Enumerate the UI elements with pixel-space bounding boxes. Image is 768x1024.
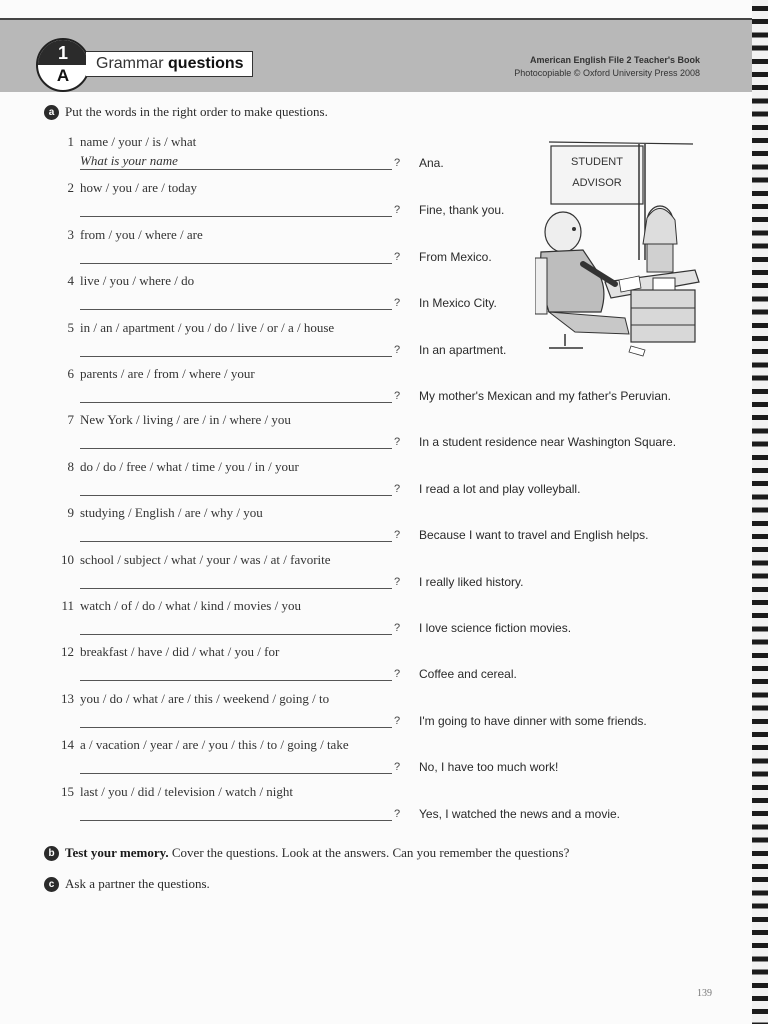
question-number: 10 xyxy=(61,552,74,567)
question-mark: ? xyxy=(394,204,401,216)
answer-line[interactable] xyxy=(80,216,392,217)
question-number: 7 xyxy=(67,412,74,427)
title-light: Grammar xyxy=(96,55,164,72)
page-title xyxy=(86,51,253,77)
question-mark: ? xyxy=(394,483,401,495)
answer-line[interactable] xyxy=(80,773,392,774)
question-mark: ? xyxy=(394,576,401,588)
title-bold: questions xyxy=(168,55,244,72)
unit-number: 1 xyxy=(38,40,88,65)
answer-text: I really liked history. xyxy=(419,575,524,589)
answer-line[interactable] xyxy=(80,680,392,681)
question-number: 8 xyxy=(67,459,74,474)
question-number: 9 xyxy=(67,505,74,520)
exercise-c-text: Ask a partner the questions. xyxy=(65,876,210,891)
word-prompt: you / do / what / are / this / weekend / going / to xyxy=(80,691,330,706)
answer-line[interactable] xyxy=(80,820,392,821)
answer-text: I read a lot and play volleyball. xyxy=(419,482,581,496)
copyright-notice: Photocopiable © Oxford University Press 2008 xyxy=(514,68,700,78)
question-mark: ? xyxy=(394,436,401,448)
answer-text: No, I have too much work! xyxy=(419,760,559,774)
question-mark: ? xyxy=(394,761,401,773)
answer-line[interactable] xyxy=(80,727,392,728)
question-item xyxy=(0,691,752,737)
question-number: 1 xyxy=(67,134,74,149)
answer-text: Yes, I watched the news and a movie. xyxy=(419,807,621,821)
answer-line[interactable] xyxy=(80,495,392,496)
word-prompt: school / subject / what / your / was / at / favorite xyxy=(80,552,331,567)
answer-line[interactable] xyxy=(80,356,392,357)
answer-text: Fine, thank you. xyxy=(419,203,505,217)
unit-letter: A xyxy=(56,66,70,85)
word-prompt: how / you / are / today xyxy=(80,180,197,195)
word-prompt: parents / are / from / where / your xyxy=(80,366,255,381)
exercise-a-marker: a xyxy=(44,105,59,120)
question-item xyxy=(0,598,752,644)
word-prompt: studying / English / are / why / you xyxy=(80,505,263,520)
word-prompt: last / you / did / television / watch / night xyxy=(80,784,294,799)
question-number: 6 xyxy=(67,366,74,381)
page-number: 139 xyxy=(697,988,712,999)
exercise-b-bold: Test your memory. xyxy=(65,845,169,860)
question-item xyxy=(0,552,752,598)
question-mark: ? xyxy=(394,344,401,356)
word-prompt: do / do / free / what / time / you / in / your xyxy=(80,459,299,474)
answer-text: Coffee and cereal. xyxy=(419,667,517,681)
word-prompt: New York / living / are / in / where / you xyxy=(80,412,291,427)
answer-line[interactable] xyxy=(80,541,392,542)
exercise-b-text: Cover the questions. Look at the answers. Can you remember the questions? xyxy=(171,845,570,860)
answer-line[interactable] xyxy=(80,263,392,264)
question-item xyxy=(0,505,752,551)
question-mark: ? xyxy=(394,157,401,169)
word-prompt: from / you / where / are xyxy=(80,227,203,242)
question-number: 15 xyxy=(61,784,74,799)
answer-text: In an apartment. xyxy=(419,343,507,357)
answer-text: I'm going to have dinner with some friends. xyxy=(419,714,647,728)
question-mark: ? xyxy=(394,622,401,634)
question-mark: ? xyxy=(394,808,401,820)
exercise-a-text: Put the words in the right order to make questions. xyxy=(65,104,328,119)
question-item xyxy=(0,784,752,830)
word-prompt: in / an / apartment / you / do / live / or / a / house xyxy=(80,320,335,335)
question-mark: ? xyxy=(394,251,401,263)
answer-text: In Mexico City. xyxy=(419,296,497,310)
question-item xyxy=(0,459,752,505)
question-number: 3 xyxy=(67,227,74,242)
exercise-a-instruction xyxy=(44,104,328,121)
unit-badge xyxy=(36,38,90,92)
word-prompt: live / you / where / do xyxy=(80,273,195,288)
question-mark: ? xyxy=(394,668,401,680)
word-prompt: a / vacation / year / are / you / this / to / going / take xyxy=(80,737,349,752)
answer-text: Because I want to travel and English helps. xyxy=(419,528,649,542)
answer-line[interactable] xyxy=(80,588,392,589)
answer-text: I love science fiction movies. xyxy=(419,621,572,635)
question-item xyxy=(0,412,752,458)
answer-line[interactable] xyxy=(80,402,392,403)
question-number: 14 xyxy=(61,737,74,752)
word-prompt: breakfast / have / did / what / you / for xyxy=(80,644,280,659)
example-answer: What is your name xyxy=(80,153,178,168)
answer-text: My mother's Mexican and my father's Peruvian. xyxy=(419,389,672,403)
exercise-b-marker: b xyxy=(44,846,59,861)
word-prompt: watch / of / do / what / kind / movies / you xyxy=(80,598,301,613)
question-number: 2 xyxy=(67,180,74,195)
answer-line[interactable] xyxy=(80,309,392,310)
word-prompt: name / your / is / what xyxy=(80,134,197,149)
answer-text: In a student residence near Washington Square. xyxy=(419,435,677,449)
exercise-c-marker: c xyxy=(44,877,59,892)
answer-line[interactable] xyxy=(80,634,392,635)
question-item xyxy=(0,644,752,690)
question-item xyxy=(0,366,752,412)
answer-text: From Mexico. xyxy=(419,250,492,264)
answer-line[interactable] xyxy=(80,448,392,449)
question-mark: ? xyxy=(394,715,401,727)
question-number: 4 xyxy=(67,273,74,288)
question-mark: ? xyxy=(394,297,401,309)
student-advisor-illustration xyxy=(535,140,705,360)
answer-line[interactable] xyxy=(80,169,392,170)
question-number: 12 xyxy=(61,644,74,659)
question-number: 5 xyxy=(67,320,74,335)
question-number: 11 xyxy=(61,598,74,613)
book-title: American English File 2 Teacher's Book xyxy=(529,55,700,65)
exercise-b-instruction xyxy=(44,845,569,862)
question-item xyxy=(0,737,752,783)
spiral-binding xyxy=(752,0,768,1024)
publisher-info xyxy=(514,54,700,80)
sign-line-1: STUDENT xyxy=(571,156,623,168)
question-mark: ? xyxy=(394,390,401,402)
question-number: 13 xyxy=(61,691,74,706)
sign-line-2: ADVISOR xyxy=(572,177,622,189)
exercise-c-instruction xyxy=(44,876,210,893)
question-mark: ? xyxy=(394,529,401,541)
answer-text: Ana. xyxy=(419,156,444,170)
